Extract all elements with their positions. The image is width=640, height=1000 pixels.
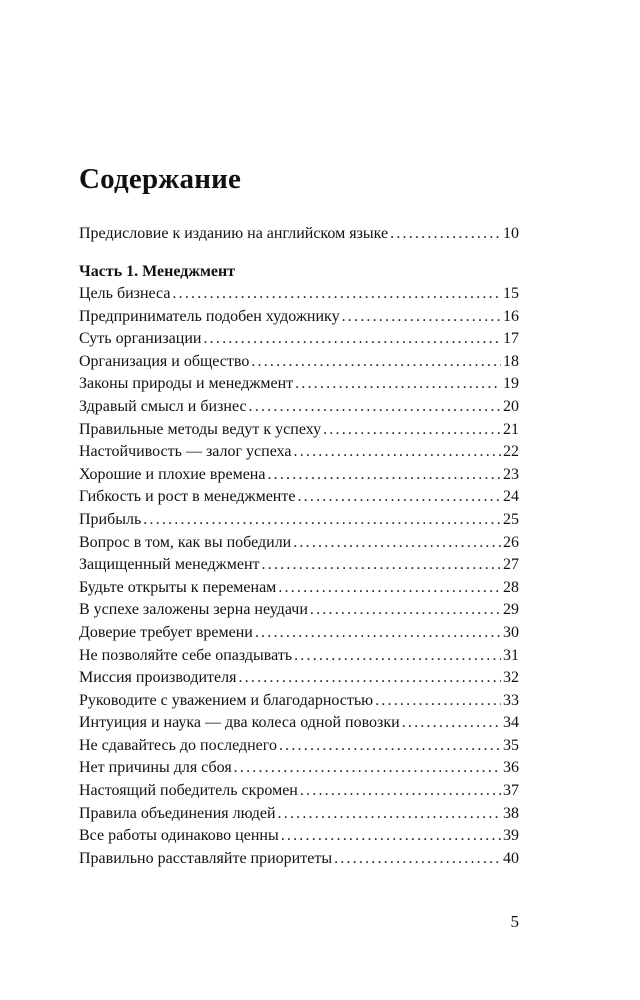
toc-entry-page: 15 [503,285,519,302]
toc-entry-page: 26 [503,533,519,551]
toc-entry [79,441,519,464]
toc-entry-title: Законы природы и менеджмент [79,375,294,393]
toc-entry-title: В успехе заложены зерна неудачи [79,601,308,619]
toc-entry-title: Миссия производителя [79,669,237,687]
toc-entry-page: 24 [503,488,519,506]
toc-entry [79,283,519,306]
toc-entry-title: Предприниматель подобен художнику [79,307,340,325]
toc-entry [79,848,519,871]
toc-entry [79,328,519,351]
toc-entry-page: 34 [503,714,519,732]
toc-entry [79,667,519,690]
dot-leader [402,712,501,734]
toc-entry-page: 29 [503,601,519,619]
dot-leader [293,532,501,554]
dot-leader [251,351,501,373]
toc-entry-title: Здравый смысл и бизнес [79,397,247,415]
toc-entry [79,373,519,396]
dot-leader [281,825,501,847]
dot-leader [234,757,501,779]
dot-leader [375,690,501,712]
toc-entry [79,532,519,555]
dot-leader [278,803,501,825]
toc-entry-title: Защищенный менеджмент [79,556,260,574]
toc-entry-page: 33 [503,691,519,709]
toc-entry-title: Цель бизнеса [79,285,171,302]
toc-entry-title: Настоящий победитель скромен [79,782,298,800]
toc-entries-list [79,283,519,870]
toc-entry-page: 20 [503,397,519,415]
toc-entry-page: 10 [503,225,519,242]
toc-entry [79,780,519,803]
toc-entry-title: Правильные методы ведут к успеху [79,420,322,438]
toc-entry [79,396,519,419]
toc-entry-title: Настойчивость — залог успеха [79,443,292,461]
dot-leader [238,667,501,689]
toc-entry-title: Организация и общество [79,352,250,370]
toc-entry-title: Гибкость и рост в менеджменте [79,488,296,506]
toc-entry-page: 19 [503,375,519,393]
toc-entry-page: 21 [503,420,519,438]
toc-entry-page: 31 [503,646,519,664]
dot-leader [310,599,501,621]
toc-entry-title: Доверие требует времени [79,623,253,641]
toc-entry-page: 23 [503,465,519,483]
toc-entry-page: 28 [503,578,519,596]
dot-leader [278,577,501,599]
toc-entry-title: Суть организации [79,330,202,348]
toc-entry-title: Хорошие и плохие времена [79,465,266,483]
toc-entry-page: 17 [503,330,519,348]
toc-entry-title: Все работы одинаково ценны [79,827,279,845]
toc-entry [79,306,519,329]
dot-leader [323,419,501,441]
toc-entry [79,464,519,487]
dot-leader [342,306,501,328]
toc-entry [79,645,519,668]
dot-leader [249,396,501,418]
toc-entry-page: 38 [503,804,519,822]
toc-entry-preface [79,223,519,246]
toc-entry-page: 37 [503,782,519,800]
toc-entry-title: Руководите с уважением и благодарностью [79,691,374,709]
toc-entry-page: 22 [503,443,519,461]
dot-leader [334,848,501,870]
dot-leader [300,780,501,802]
dot-leader [172,283,501,305]
dot-leader [294,645,501,667]
toc-entry-title: Не сдавайтесь до последнего [79,736,277,754]
toc-entry-title: Не позволяйте себе опаздывать [79,646,293,664]
toc-entry [79,622,519,645]
toc-entry [79,803,519,826]
part-heading: Часть 1. Менеджмент [79,263,236,280]
toc-entry [79,757,519,780]
toc-entry-title: Прибыль [79,510,142,528]
page-title: Содержание [79,163,242,195]
dot-leader [279,735,501,757]
toc-entry [79,735,519,758]
toc-entry-title: Будьте открыты к переменам [79,578,277,596]
toc-entry [79,690,519,713]
toc-entry-page: 36 [503,759,519,777]
toc-part-1 [79,261,519,870]
toc-entry-page: 35 [503,736,519,754]
toc-entry-page: 30 [503,623,519,641]
dot-leader [294,441,502,463]
toc-entry [79,419,519,442]
toc-entry [79,351,519,374]
toc-entry [79,486,519,509]
dot-leader [255,622,501,644]
toc-entry-page: 32 [503,669,519,687]
dot-leader [297,486,501,508]
toc-entry-page: 25 [503,510,519,528]
toc-entry-title: Вопрос в том, как вы победили [79,533,292,551]
toc-preface [79,223,519,246]
toc-entry-page: 39 [503,827,519,845]
toc-entry-page: 18 [503,352,519,370]
toc-entry [79,554,519,577]
toc-entry-page: 40 [503,849,519,867]
toc-entry [79,599,519,622]
toc-entry-title: Правильно расставляйте приоритеты [79,849,333,867]
dot-leader [390,223,501,245]
toc-entry-page: 16 [503,307,519,325]
toc-entry-title: Интуиция и наука — два колеса одной повозки [79,714,400,732]
dot-leader [267,464,501,486]
toc-entry [79,509,519,532]
toc-entry [79,825,519,848]
dot-leader [262,554,501,576]
page-number: 5 [510,912,519,931]
toc-entry-title: Нет причины для сбоя [79,759,232,777]
dot-leader [143,509,501,531]
toc-entry-title: Правила объединения людей [79,804,276,822]
toc-entry [79,577,519,600]
dot-leader [295,373,501,395]
dot-leader [203,328,501,350]
toc-entry-page: 27 [503,556,519,574]
toc-entry-title: Предисловие к изданию на английском языке [79,225,389,242]
toc-entry [79,712,519,735]
